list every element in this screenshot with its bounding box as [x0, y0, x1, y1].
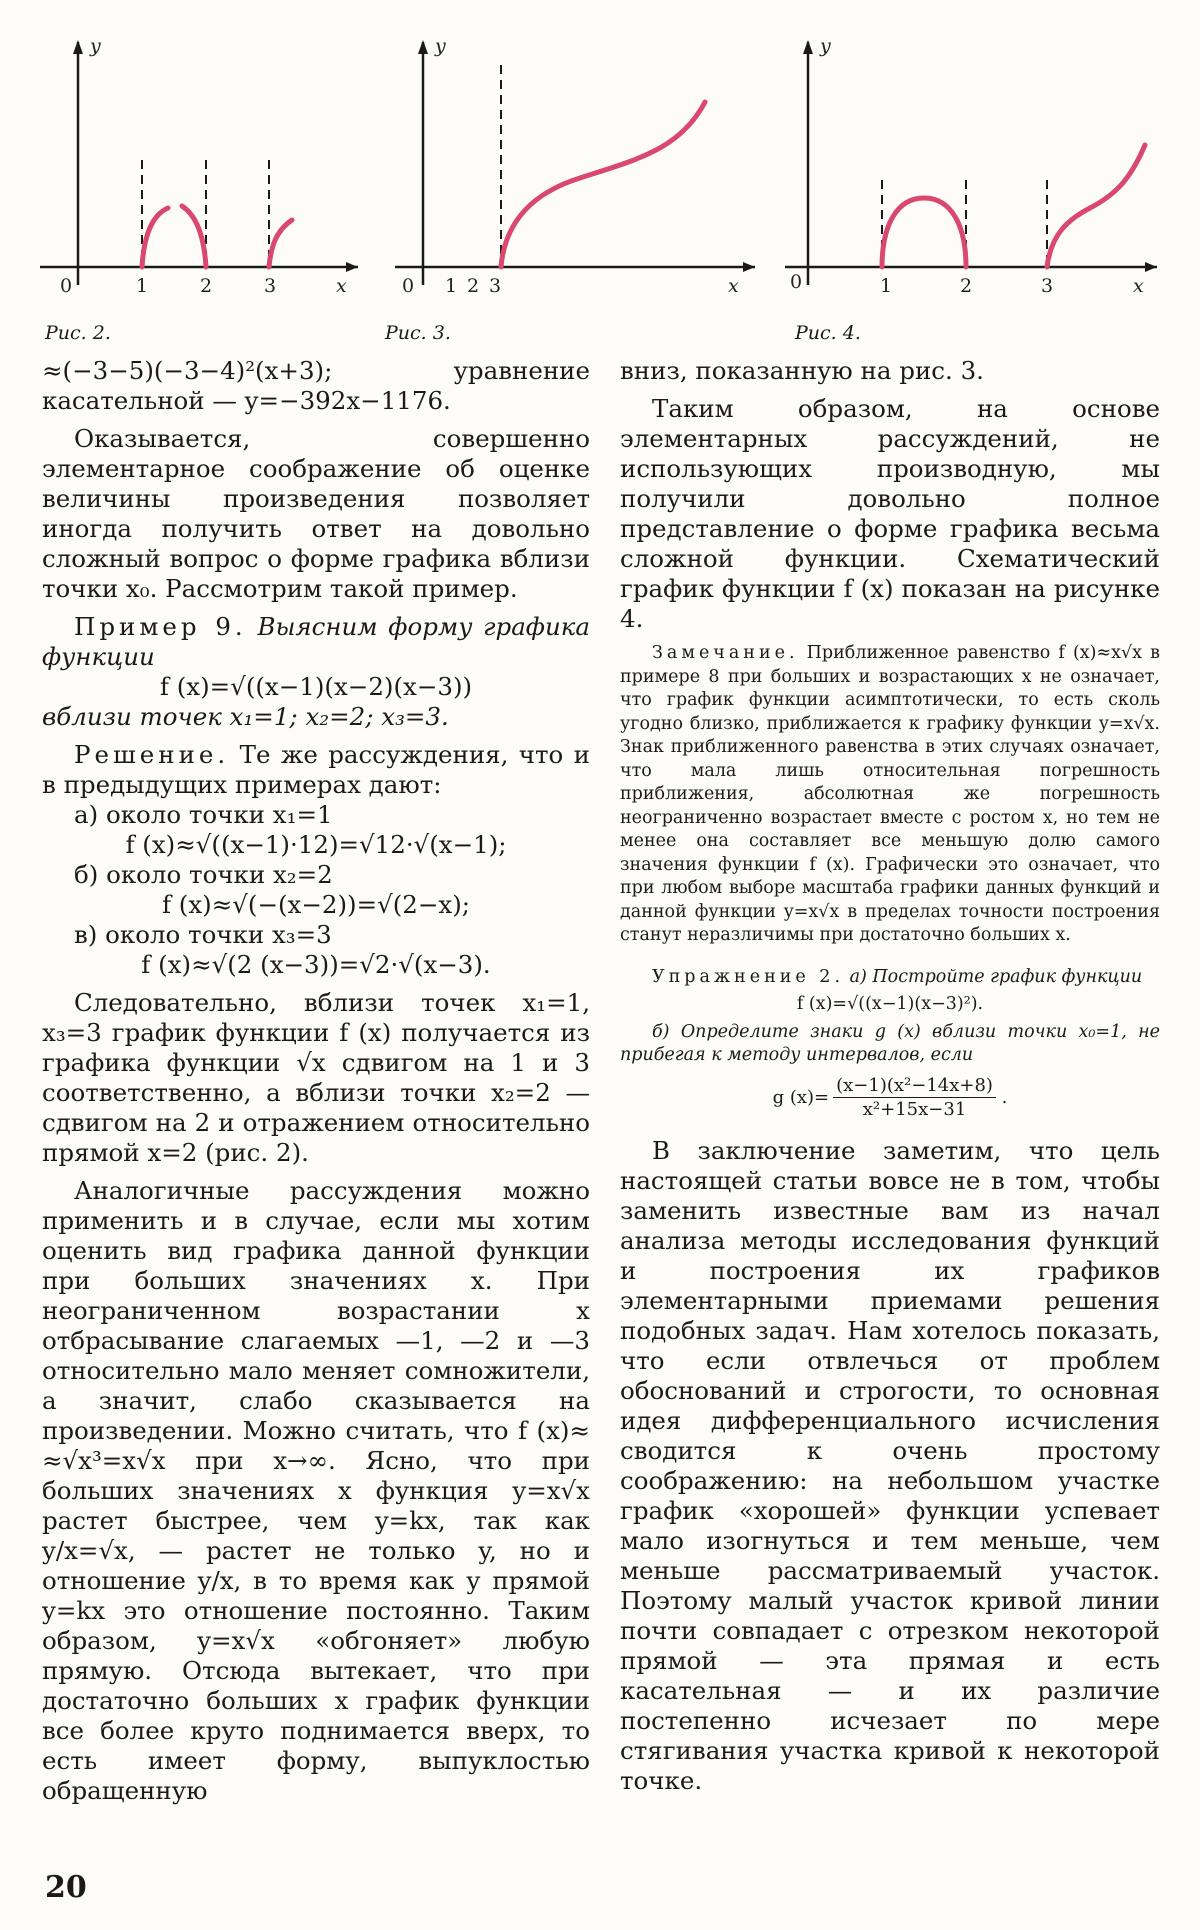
curve-rising	[1047, 145, 1145, 267]
tick-1: 1	[445, 275, 458, 297]
right-p1: вниз, показанную на рис. 3.	[620, 356, 984, 385]
case-c-label: в) около точки x₃=3	[74, 920, 332, 949]
y-axis-arrow	[73, 40, 83, 54]
figure-2-graph	[40, 20, 360, 310]
exercise-2	[620, 966, 1160, 990]
g-period: .	[995, 1086, 1008, 1108]
tick-2: 2	[467, 275, 480, 297]
note-text: Приближенное равенство f (x)≈x√x в примере 8 при больших и возрастающих x не означает, что график функции асимптотически, то есть сколь угодно близко, приближается к графику функции y=x√x. Знак приближенного равенства в этих случаях означает, что мала лишь относительная погрешность приближения, абсолютная же погрешность неограниченно возрастает вместе с ростом x, но тем не менее она составляет все меньшую долю самого значения функции f (x). Графически это означает, что при любом выборе масштаба графики данных функций и данной функции y=x√x в пределах точности построения станут неразличимы при достаточно больших x.	[620, 643, 1160, 945]
y-axis-arrow	[418, 40, 428, 54]
g-fraction	[833, 1074, 996, 1122]
example-9-formula: f (x)=√((x−1)(x−2)(x−3))	[159, 672, 473, 701]
tick-0: 0	[60, 275, 73, 297]
y-label: y	[820, 35, 831, 57]
g-numerator: (x−1)(x²−14x+8)	[833, 1074, 996, 1099]
figure-3-graph	[395, 20, 760, 310]
exercise-a: а) Постройте график функции	[849, 966, 1143, 987]
exercise-formula: f (x)=√((x−1)(x−3)²).	[796, 994, 984, 1014]
tick-3: 3	[1041, 275, 1054, 297]
tick-2: 2	[960, 275, 973, 297]
case-a-formula: f (x)≈√((x−1)·12)=√12·√(x−1);	[125, 830, 507, 859]
left-column	[42, 356, 590, 1806]
solution-text: Те же рассуждения, что и в предыдущих примерах дают:	[42, 740, 590, 799]
exercise-label: Упражнение 2.	[652, 966, 845, 987]
g-formula	[620, 1074, 1160, 1122]
example-9-points: вблизи точек x₁=1; x₂=2; x₃=3.	[42, 702, 449, 731]
tick-2: 2	[200, 275, 213, 297]
case-b-formula: f (x)≈√(−(x−2))=√(2−x);	[161, 890, 471, 919]
tick-1: 1	[880, 275, 893, 297]
y-label: y	[90, 35, 101, 57]
x-label: x	[728, 275, 739, 297]
figure-2	[40, 20, 360, 310]
caption-fig4: Рис. 4.	[795, 322, 861, 344]
example-9-label: Пример 9.	[74, 612, 247, 641]
exercise-b: б) Определите знаки g (x) вблизи точки x₀=1, не прибегая к методу интервалов, если	[620, 1021, 1160, 1065]
left-p2: Оказывается, совершенно элементарное соображение об оценке величины произведения позволяет иногда получить ответ на довольно сложный вопрос о форме графика вблизи точки x₀. Рассмотрим такой пример.	[42, 424, 590, 603]
tick-0: 0	[790, 271, 803, 293]
case-c-formula: f (x)≈√(2 (x−3))=√2·√(x−3).	[141, 950, 491, 979]
x-label: x	[1133, 275, 1144, 297]
left-p3: Следовательно, вблизи точек x₁=1, x₃=3 график функции f (x) получается из графика функции √x сдвигом на 1 и 3 соответственно, а вблизи точки x₂=2 — сдвигом на 2 и отражением относительно прямой x=2 (рис. 2).	[42, 988, 590, 1167]
curve-branch-2	[182, 206, 206, 267]
note-block	[620, 642, 1160, 948]
x-axis-arrow	[346, 262, 358, 272]
tick-3: 3	[264, 275, 277, 297]
solution	[42, 740, 590, 800]
x-axis-arrow	[743, 262, 755, 272]
figure-4	[785, 20, 1165, 310]
g-denominator: x²+15x−31	[862, 1099, 967, 1120]
y-axis-arrow	[803, 40, 813, 54]
y-label: y	[435, 35, 446, 57]
curve	[501, 102, 705, 267]
tick-1: 1	[136, 275, 149, 297]
curve-branch-1	[142, 208, 168, 267]
tick-0: 0	[402, 275, 415, 297]
tick-3: 3	[489, 275, 502, 297]
note-label: Замечание.	[652, 643, 799, 663]
g-lhs: g (x)=	[772, 1086, 830, 1108]
figure-3	[395, 20, 760, 310]
curve-arch	[882, 198, 966, 267]
page-number: 20	[45, 1870, 87, 1905]
curve-branch-3	[269, 220, 292, 267]
note	[620, 642, 1160, 948]
x-axis-arrow	[1145, 262, 1157, 272]
figure-4-graph	[785, 20, 1165, 310]
caption-fig2: Рис. 2.	[45, 322, 111, 344]
right-column	[620, 356, 1160, 1796]
example-9-text: Выясним форму графика функции	[42, 612, 590, 671]
example-9	[42, 612, 590, 672]
case-b-label: б) около точки x₂=2	[74, 860, 333, 889]
right-p3: В заключение заметим, что цель настоящей статьи вовсе не в том, чтобы заменить известные вам из начал анализа методы исследования функций и построения их графиков элементарными приемами решения подобных задач. Нам хотелось показать, что если отвлечься от проблем обоснований и строгости, то основная идея дифференциального исчисления сводится к очень простому соображению: на небольшом участке график «хорошей» функции успевает мало изогнуться и тем меньше, чем меньше рассматриваемый участок. Поэтому малый участок кривой линии почти совпадает с отрезком некоторой прямой — эта прямая и есть касательная — и их различие постепенно исчезает по мере стягивания участка кривой к некоторой точке.	[620, 1135, 1160, 1795]
exercise-block	[620, 966, 1160, 1122]
case-a-label: а) около точки x₁=1	[74, 800, 333, 829]
solution-label: Решение.	[74, 740, 230, 769]
left-p1: ≈(−3−5)(−3−4)²(x+3); уравнение касательной — y=−392x−1176.	[42, 356, 590, 415]
x-label: x	[336, 275, 347, 297]
right-p2: Таким образом, на основе элементарных рассуждений, не использующих производную, мы получили довольно полное представление о форме графика весьма сложной функции. Схематический график функции f (x) показан на рисунке 4.	[620, 394, 1160, 633]
left-p4: Аналогичные рассуждения можно применить и в случае, если мы хотим оценить вид графика данной функции при больших значениях x. При неограниченном возрастании x отбрасывание слагаемых —1, —2 и —3 относительно мало меняет сомножители, а значит, слабо сказывается на произведении. Можно считать, что f (x)≈ ≈√x³=x√x при x→∞. Ясно, что при больших значениях x функция y=x√x растет быстрее, чем y=kx, так как y/x=√x, — растет не только y, но и отношение y/x, в то время как у прямой y=kx это отношение постоянно. Таким образом, y=x√x «обгоняет» любую прямую. Отсюда вытекает, что при достаточно больших x график функции все более круто поднимается вверх, то есть имеет форму, выпуклостью обращенную	[42, 1176, 590, 1805]
caption-fig3: Рис. 3.	[385, 322, 451, 344]
